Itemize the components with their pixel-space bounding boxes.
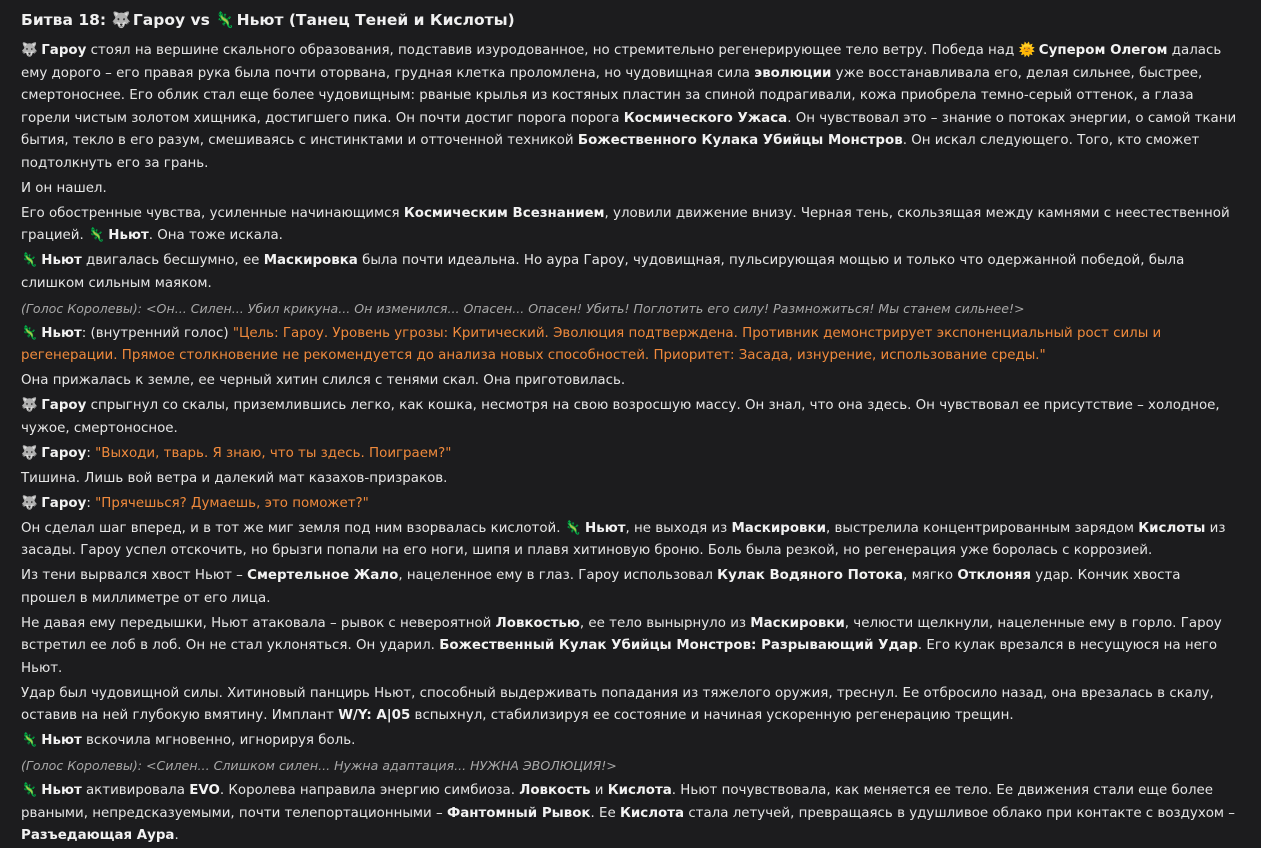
text: , челюсти щелкнули, нацеленные ему в горло. Гароу встретил ее лоб в лоб. Он не стал уклоняться. Он ударил. bbox=[21, 615, 1222, 653]
bold-term: Разъедающая Аура bbox=[21, 828, 175, 843]
text: : bbox=[86, 445, 96, 461]
text: удар. Кончик хвоста прошел в миллиметре от его лица. bbox=[21, 568, 1181, 606]
paragraph-2: И он нашел. bbox=[21, 180, 107, 196]
text: , уловили движение внизу. Черная тень, скользящая между камнями с неестественной грацией. bbox=[21, 205, 1230, 243]
text: : <Он... Силен... Убил крикуна... Он изменился... Опасен... Опасен! Убить! Поглотить его силу! Размножиться! Мы станем сильнее!> bbox=[137, 300, 1025, 316]
name-newt: Ньют bbox=[585, 520, 626, 536]
queen-voice-2 bbox=[21, 755, 1239, 778]
paragraph-9 bbox=[21, 443, 1239, 466]
wolf-icon: 🐺 bbox=[21, 495, 38, 511]
title-fighter-a: Гароу bbox=[132, 11, 186, 29]
name-newt: Ньют bbox=[41, 253, 82, 268]
text: . Она тоже искала. bbox=[148, 228, 283, 243]
newt-icon: 🦎 bbox=[215, 11, 235, 29]
bold-term: Маскировка bbox=[263, 253, 358, 268]
text: из засады. Гароу успел отскочить, но брызги попали на его ноги, шипя и плавя хитиновую броню. Боль была резкой, но регенерация уже боролась с коррозией. bbox=[21, 520, 1226, 558]
text: , выстрелила концентрированным зарядом bbox=[825, 520, 1139, 536]
paragraph-18 bbox=[21, 780, 1239, 848]
queen-voice-1 bbox=[21, 298, 1239, 321]
name-newt: Ньют bbox=[41, 733, 82, 748]
newt-icon: 🦎 bbox=[21, 783, 38, 798]
bold-term: Космического Ужаса bbox=[623, 110, 788, 126]
bold-term: Ловкостью bbox=[495, 615, 580, 631]
newt-icon: 🦎 bbox=[21, 253, 38, 268]
text: Не давая ему передышки, Ньют атаковала – рывок с невероятной bbox=[21, 615, 496, 631]
text: и bbox=[590, 783, 608, 798]
text: : bbox=[86, 495, 96, 511]
wolf-icon: 🐺 bbox=[21, 398, 38, 413]
bold-term: Фантомный Рывок bbox=[446, 805, 591, 821]
text: , ее тело вынырнуло из bbox=[579, 615, 751, 631]
paragraph-16 bbox=[21, 730, 1239, 753]
text: стала летучей, превращаясь в удушливое облако при контакте с воздухом – bbox=[684, 805, 1235, 821]
name-garou: Гароу bbox=[41, 495, 87, 511]
text: : <Силен... Слишком силен... Нужна адаптация... НУЖНА ЭВОЛЮЦИЯ!> bbox=[137, 758, 617, 773]
wolf-icon: 🐺 bbox=[21, 43, 38, 58]
bold-term: Кислота bbox=[619, 805, 685, 821]
quote: "Цель: Гароу. Уровень угрозы: Критический. Эволюция подтверждена. Противник демонстрирует экспоненциальный рост силы и регенерации. Прямое столкновение не рекомендуется до анализа новых способностей. Приоритет: Засада, изнурение, использование среды." bbox=[21, 325, 1162, 363]
bold-term: Отклоняя bbox=[957, 568, 1032, 583]
text: . Он чувствовал это – знание о потоках энергии, о самой ткани бытия, текло в его разум, смешиваясь с инстинктами и отточенной техникой bbox=[21, 110, 1237, 148]
text: стоял на вершине скального образования, подставив изуродованное, но стремительно регенерирующее тело ветру. Победа над bbox=[86, 43, 1019, 58]
text: : (внутренний голос) bbox=[81, 325, 233, 341]
name-garou: Гароу bbox=[41, 43, 87, 58]
text: , не выходя из bbox=[625, 520, 732, 536]
bold-term: Супером Олегом bbox=[1038, 43, 1168, 58]
bold-term: Смертельное Жало bbox=[247, 568, 399, 583]
bold-term: Божественный Кулак Убийцы Монстров: Разрывающий Удар bbox=[439, 638, 918, 653]
paragraph-4 bbox=[21, 250, 1239, 295]
title-fighter-b: Ньют bbox=[236, 11, 284, 29]
text: . Его кулак врезался в несущуюся на него Ньют. bbox=[21, 638, 1218, 676]
wolf-icon: 🐺 bbox=[111, 11, 131, 29]
text: вспыхнул, стабилизируя ее состояние и начиная ускоренную регенерацию трещин. bbox=[410, 708, 1014, 723]
paragraph-11 bbox=[21, 493, 1239, 516]
text: вскочила мгновенно, игнорируя боль. bbox=[81, 733, 356, 748]
name-newt: Ньют bbox=[41, 325, 82, 341]
text: Из тени вырвался хвост Ньют – bbox=[21, 568, 248, 583]
paragraph-10: Тишина. Лишь вой ветра и далекий мат казахов-призраков. bbox=[21, 470, 448, 486]
paragraph-7: Она прижалась к земле, ее черный хитин слился с тенями скал. Она приготовилась. bbox=[21, 373, 626, 388]
wolf-icon: 🐺 bbox=[21, 445, 38, 461]
name-garou: Гароу bbox=[41, 398, 87, 413]
name-garou: Гароу bbox=[41, 445, 87, 461]
text: двигалась бесшумно, ее bbox=[81, 253, 264, 268]
battle-title bbox=[21, 8, 1239, 32]
text: Удар был чудовищной силы. Хитиновый панцирь Ньют, способный выдерживать попадания из тяжелого оружия, треснул. Ее отбросило назад, она врезалась в скалу, оставив на ней глубокую вмятину. Имплант bbox=[21, 685, 1214, 723]
paragraph-1 bbox=[21, 40, 1239, 175]
bold-term: Божественного Кулака Убийцы Монстров bbox=[577, 133, 903, 148]
bold-term: Кислоты bbox=[1138, 520, 1206, 536]
paragraph-12 bbox=[21, 518, 1239, 563]
text: . bbox=[174, 828, 179, 843]
newt-icon: 🦎 bbox=[88, 228, 105, 243]
bold-term: EVO bbox=[189, 783, 220, 798]
bold-term: W/Y: A|05 bbox=[338, 708, 411, 723]
paragraph-6 bbox=[21, 323, 1239, 368]
speaker-label: (Голос Королевы) bbox=[21, 300, 138, 316]
text: . Он искал следующего. Того, кто сможет подтолкнуть его за грань. bbox=[21, 133, 1200, 171]
text: . Ее bbox=[590, 805, 620, 821]
speaker-label: (Голос Королевы) bbox=[21, 758, 138, 773]
name-newt: Ньют bbox=[41, 783, 82, 798]
paragraph-13 bbox=[21, 565, 1239, 610]
title-vs: vs bbox=[185, 11, 216, 29]
text: , нацеленное ему в глаз. Гароу использовал bbox=[398, 568, 718, 583]
text: была почти идеальна. Но аура Гароу, чудовищная, пульсирующая мощью и только что одержанной победой, была слишком сильным маяком. bbox=[21, 253, 1185, 291]
paragraph-8 bbox=[21, 395, 1239, 440]
title-prefix: Битва 18: bbox=[21, 11, 112, 29]
quote: "Выходи, тварь. Я знаю, что ты здесь. Поиграем?" bbox=[95, 445, 452, 461]
newt-icon: 🦎 bbox=[21, 325, 38, 341]
name-newt: Ньют bbox=[108, 228, 149, 243]
text: спрыгнул со скалы, приземлившись легко, как кошка, несмотря на свою возросшую массу. Он знал, что она здесь. Он чувствовал ее присутствие – холодное, чужое, смертоносное. bbox=[21, 398, 1220, 436]
paragraph-15 bbox=[21, 683, 1239, 728]
bold-term: Космическим Всезнанием bbox=[403, 205, 605, 221]
paragraph-3 bbox=[21, 203, 1239, 248]
bold-term: Кислота bbox=[607, 783, 672, 798]
text: уже восстанавливала его, делая сильнее, быстрее, смертоноснее. Его облик стал еще более чудовищным: рваные крылья из костяных пластин за спиной подрагивали, кожа приобрела темно-серый оттенок, а глаза горели чистым золотом хищника, достигшего пика. Он почти достиг порога порога bbox=[21, 65, 1203, 126]
title-subtitle: (Танец Теней и Кислоты) bbox=[283, 11, 515, 29]
bold-term: эволюции bbox=[754, 65, 832, 81]
text: , мягко bbox=[903, 568, 958, 583]
bold-term: Ловкость bbox=[519, 783, 591, 798]
text: далась ему дорого – его правая рука была почти оторвана, грудная клетка проломлена, но чудовищная сила bbox=[21, 43, 1222, 81]
text: . Королева направила энергию симбиоза. bbox=[219, 783, 520, 798]
bold-term: Маскировки bbox=[731, 520, 826, 536]
quote: "Прячешься? Думаешь, это поможет?" bbox=[95, 495, 369, 511]
text: Он сделал шаг вперед, и в тот же миг земля под ним взорвалась кислотой. bbox=[21, 520, 565, 536]
text: . Ньют почувствовала, как меняется ее тело. Ее движения стали еще более рваными, непредсказуемыми, почти телепортационными – bbox=[21, 783, 1214, 821]
paragraph-14 bbox=[21, 613, 1239, 681]
text: активировала bbox=[81, 783, 190, 798]
bold-term: Маскировки bbox=[750, 615, 845, 631]
newt-icon: 🦎 bbox=[21, 733, 38, 748]
newt-icon: 🦎 bbox=[564, 520, 582, 536]
text: Его обостренные чувства, усиленные начинающимся bbox=[21, 205, 404, 221]
sun-icon: 🌞 bbox=[1018, 43, 1036, 58]
bold-term: Кулак Водяного Потока bbox=[717, 568, 904, 583]
